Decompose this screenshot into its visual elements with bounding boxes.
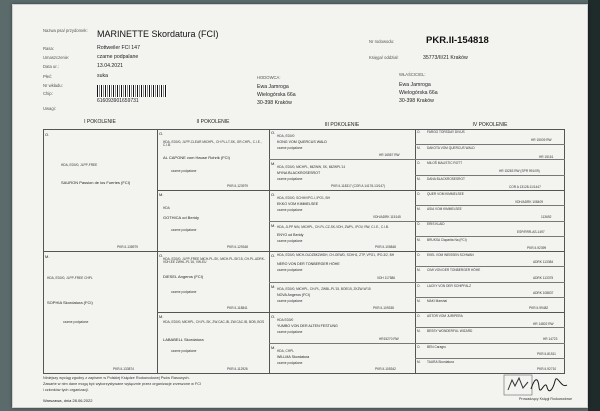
pedigree-document: Nazwa psa/ przydomek: MARINETTE Skordatura (FCI) Rasa: Rottweiler FCI 147 Umaszczenie: czarne podpalane Data ur.: 13.04.2021 Płeć: suka Nr wkładu: Chip: 616093901659731 Uwagi: HODOWCA: Ewa Jamroga Wielogórska 66a 30-398 Kraków WŁAŚCICIEL: Ewa Jamroga Wielogórska 66a 30-398 Kraków Nr rodowodu: PKR.II-154818 Księga/ oddział: 35773/II/21 Kraków I POKOLENIE II POKOLENIE III POKOLENIE IV POKOLENIE O. HDA, ED0/0, JLPP-FREE SAURON Passion de los Fuertes (FCI) PKR.II-138979 M. HDA, ED0/0, JLPP-FREE CHPL SOPHIA Skordatura (FCI) czarne podpalane PKR.II-133874 O. HDA, ED0/0, JLPP-CLEAR MłCHPL, CH PL-LT-SK, GR.CHPL, C.I.E., C.I.B. AL CAPONE vom Hause Rohrik (FCI) czarne podpalane PKR.II-123979 M. HDA GOTHICA od Beridy czarne podpalane PKR.II-129348 O. HDA, ED0/0, JLPP-FREE MłCH-PL-SK, MłCH-PL-SK'15, CH-PL-ADRK-VDH-EE ZWHL-PL'16, VW-EU DIESEL Angeros (FCI) czarne podpalane PKR.II-118841 M. HDA, ED0/0, MłCHPL, CH-PL-SK, ZW.CAC-IB, ZW.CAC-IB, BOB, BOS LABABELL Skordatura czarne podpalane PKR.II-112926 O. HDA, ED0/0 KONG VOM QUERCUS WALD czarne podpalane HR 16557 RW M. HDA, ED0/0, MłCHPL, MłZWW, SK, MłZWPL'14 MYNA BLACKROSESROT czarne podpalane PKR.II-118317 (COR A 14176-13/147) O. HDA, ED0/0, SCHH/VPG-I, IPO1, BH EKKO VOM KIMMELSEE czarne podpalane VDH/ADRK 115145 M. HDA, JLPP N/N, MłCHPL, CH-PL-CZ-SK-VDH, ZWPL, IPOV, RW, C.I.E., C.I.B. ENYO od Beridy czarne podpalane PKR.II-105848 O. HDA, ED0/0, MłCH-OLDZBKZWDH, CH-OEWD, SCHH1, ZTP, VPG1, IPO-3/2, BH NERO VON DER TONBERGER HÖHE czarne podpalane VDH 117586 M. HDA, ED0/0, MłCHPL, CH-PL, ZWBL-PL'15, BOB'15, ZKZW-W'15 NOVA Angeros (FCI) czarne podpalane PKR.II-109338 O. HDA ED0/0 YUMBO VON DER ALTEN FESTUNG czarne podpalane HR15270 RW M. HDA, CHPL WILLMA Skordatura czarne podpalane PKR.II-105342 O. FARGO TORSDAY DIVUS HR 15009 RW M. DAKOTA VOM QUERCUS WALD HR 15161 O. MILOŠ MALISTIC ROTT HR 15283 RW (SPR 991/09) M. DANA BLACKROSESROT COR A 13128-11/1447 O. QUER VOM KIMMELSEE VDH/ADRK 108409 M. ASIA VOM KIMMELSEE 113692 O. ERIS KLAID ESP/RRR-AS-1497 M. BRUKSA Claparita Na (FCI) PKR.II-92399 O. EKEL VOM WEISSEN SCHWAN ADRK 113384 M. CIMI VON DER TONBERGER HÖHE ADRK 113375 O. LACKY VON DER SCHIPFALZ ADRK 108837 M. MAKI Marshal PKR.II-99482 O. ASTOR VOM JURIPERA HR 14802 RW M. BESSY WONDERFUL WIZARD HR 14723 O. BEN Caragro PKR.II-81511 M. TAURA Skordatura PKR.II-92710 Niniejszy wyciąg zgodny z zapisem w Polskiej Księdze Rodowodowej Psów Rasowych. Zawarte w nim dane mogą być wykorzystywane wyłącznie przez organizacje zrzeszone w FCI i członków tych organizacji. Warszawa, dnia 28.06.2022 Prowadzący Księgi Rodowodowe <box>12 4 588 408</box>
label-breed: Rasa: <box>43 46 54 51</box>
breed-value: Rottweiler FCI 147 <box>97 45 140 51</box>
chip-barcode <box>97 85 167 97</box>
gen2-1-name: GOTHICA od Beridy <box>163 215 200 220</box>
breeder-name: Ewa Jamroga <box>257 84 289 90</box>
gen2-0-name: AL CAPONE vom Hause Rohrik (FCI) <box>163 155 230 160</box>
book-branch-value: 35773/II/21 Kraków <box>423 55 468 61</box>
label-book-branch: Księga/ oddział: <box>369 55 399 60</box>
chip-number: 616093901659731 <box>97 98 139 104</box>
footer-note-line-1: Niniejszy wyciąg zgodny z zapisem w Polskiej Księdze Rodowodowej Psów Rasowych. <box>43 376 190 380</box>
col-header-gen2: II POKOLENIE <box>196 119 230 125</box>
gen1-dam-coat: czarne podpalane <box>63 320 89 324</box>
sex-value: suka <box>97 73 108 79</box>
label-dog-name: Nazwa psa/ przydomek: <box>43 28 88 33</box>
place-and-date: Warszawa, dnia 28.06.2022 <box>43 398 93 403</box>
signature-icon <box>529 375 569 393</box>
owner-city: 30-398 Kraków <box>399 98 434 104</box>
dob-value: 13.04.2021 <box>97 63 123 69</box>
owner-name: Ewa Jamroga <box>399 82 431 88</box>
breeder-street: Wielogórska 66a <box>257 92 296 98</box>
pedigree-number: PKR.II-154818 <box>426 35 489 46</box>
label-breeder: HODOWCA: <box>257 75 281 80</box>
dog-name: MARINETTE Skordatura (FCI) <box>97 29 219 39</box>
breeder-city: 30-398 Kraków <box>257 100 292 106</box>
label-studbook: Nr wkładu: <box>43 83 63 88</box>
binder-edge <box>588 0 600 411</box>
col-header-gen1: I POKOLENIE <box>84 119 116 125</box>
footer-note-line-2: Zawarte w nim dane mogą być wykorzystywane wyłącznie przez organizacje zrzeszone w FCI <box>43 382 202 386</box>
gen1-sire-reg: PKR.II-138979 <box>117 245 138 249</box>
gen1-dam-reg: PKR.II-133874 <box>113 367 134 371</box>
col-header-gen3: III POKOLENIE <box>324 122 360 128</box>
gen1-dam-titles: HDA, ED0/0, JLPP-FREE CHPL <box>47 276 93 280</box>
label-remarks: Uwagi: <box>43 106 56 111</box>
label-sex: Płeć: <box>43 74 53 79</box>
gen2-3-name: LABABELL Skordatura <box>163 337 204 342</box>
owner-street: Wielogórska 66a <box>399 90 438 96</box>
label-coat: Umaszczenie: <box>43 55 70 60</box>
signature-caption: Prowadzący Księgi Rodowodowe <box>519 397 573 401</box>
coat-value: czarne podpalane <box>97 54 139 60</box>
col-header-gen4: IV POKOLENIE <box>472 122 508 128</box>
label-owner: WŁAŚCICIEL: <box>399 72 426 77</box>
label-pedigree-no: Nr rodowodu: <box>369 39 395 44</box>
gen2-2-name: DIESEL Angeros (FCI) <box>163 274 204 279</box>
gen1-dam-name: SOPHIA Skordatura (FCI) <box>47 300 93 305</box>
gen1-sire-titles: HDA, ED0/0, JLPP-FREE <box>61 163 98 167</box>
footer-note-line-3: i członków tych organizacji. <box>43 388 89 392</box>
gen1-sire-name: SAURON Passion de los Fuertes (FCI) <box>61 180 131 185</box>
label-dob: Data ur.: <box>43 64 59 69</box>
label-chip: Chip: <box>43 91 53 96</box>
